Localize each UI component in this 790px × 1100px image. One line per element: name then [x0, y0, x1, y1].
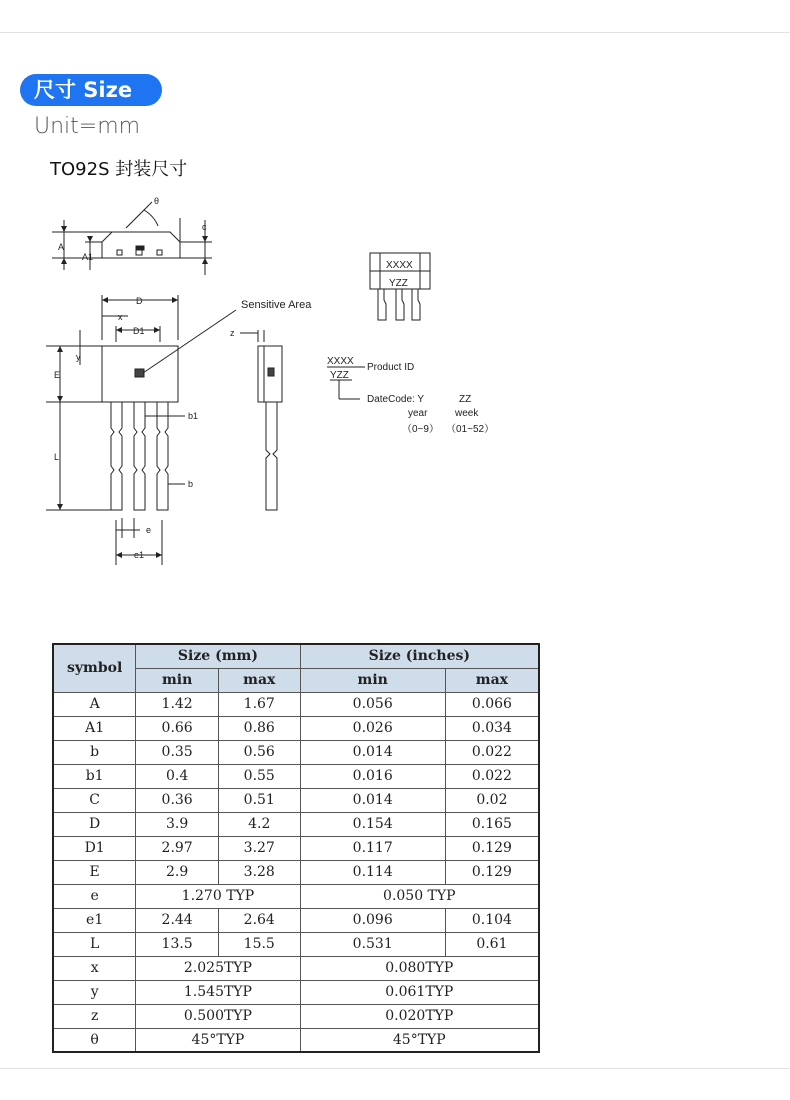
mm-max-cell: 2.64: [218, 908, 300, 932]
mm-min-cell: 13.5: [136, 932, 219, 956]
legend-week: week: [455, 408, 479, 419]
in-max-cell: 0.066: [445, 692, 539, 716]
mm-max-cell: 4.2: [218, 812, 300, 836]
symbol-cell: E: [53, 860, 136, 884]
in-min-cell: 0.056: [300, 692, 445, 716]
in-max-cell: 0.034: [445, 716, 539, 740]
mm-max-cell: 3.28: [218, 860, 300, 884]
mm-min-cell: 2.9: [136, 860, 219, 884]
symbol-cell: b1: [53, 764, 136, 788]
in-typ-cell: 0.080TYP: [300, 956, 539, 980]
side-view-body: [102, 232, 180, 258]
in-min-cell: 0.014: [300, 740, 445, 764]
in-min-cell: 0.114: [300, 860, 445, 884]
legend-zz: ZZ: [459, 394, 472, 405]
dim-e1: e1: [134, 550, 145, 560]
dim-L: L: [54, 452, 60, 462]
mm-typ-cell: 45°TYP: [136, 1028, 300, 1052]
in-typ-cell: 0.061TYP: [300, 980, 539, 1004]
mm-typ-cell: 0.500TYP: [136, 1004, 300, 1028]
in-min-cell: 0.117: [300, 836, 445, 860]
mm-max-cell: 1.67: [218, 692, 300, 716]
top-divider: [0, 32, 790, 33]
mm-min-cell: 0.35: [136, 740, 219, 764]
dim-x: x: [118, 312, 123, 322]
legend-year: year: [408, 408, 428, 419]
mm-min-cell: 2.97: [136, 836, 219, 860]
symbol-cell: A: [53, 692, 136, 716]
dim-A1: A1: [82, 252, 94, 262]
in-typ-cell: 0.020TYP: [300, 1004, 539, 1028]
table-row: [53, 908, 539, 932]
mm-max-cell: 0.51: [218, 788, 300, 812]
in-min-cell: 0.531: [300, 932, 445, 956]
mm-min-cell: 2.44: [136, 908, 219, 932]
mm-typ-cell: 1.545TYP: [136, 980, 300, 1004]
table-row: [53, 980, 539, 1004]
mm-min-cell: 0.36: [136, 788, 219, 812]
legend-yzz: YZZ: [330, 370, 349, 381]
in-typ-cell: 0.050 TYP: [300, 884, 539, 908]
symbol-cell: b: [53, 740, 136, 764]
symbol-cell: A1: [53, 716, 136, 740]
table-row: [53, 812, 539, 836]
legend-xxxx: XXXX: [327, 356, 354, 367]
in-max-cell: 0.022: [445, 740, 539, 764]
mm-max-cell: 0.86: [218, 716, 300, 740]
table-row: [53, 1004, 539, 1028]
table-row: [53, 716, 539, 740]
dim-theta: θ: [154, 196, 160, 206]
mm-max-cell: 3.27: [218, 836, 300, 860]
symbol-cell: y: [53, 980, 136, 1004]
dim-e: e: [146, 525, 152, 535]
mm-min-cell: 0.4: [136, 764, 219, 788]
dim-b: b: [188, 479, 194, 489]
mm-min-cell: 0.66: [136, 716, 219, 740]
in-max-cell: 0.61: [445, 932, 539, 956]
header-in-max: max: [445, 668, 539, 692]
in-max-cell: 0.129: [445, 860, 539, 884]
in-max-cell: 0.129: [445, 836, 539, 860]
mm-min-cell: 1.42: [136, 692, 219, 716]
table-row: [53, 884, 539, 908]
legend-week-range: （01~52）: [446, 424, 495, 435]
mm-max-cell: 15.5: [218, 932, 300, 956]
in-min-cell: 0.096: [300, 908, 445, 932]
header-size-mm: Size (mm): [136, 644, 300, 668]
symbol-cell: e1: [53, 908, 136, 932]
header-size-inches: Size (inches): [300, 644, 539, 668]
table-row: [53, 956, 539, 980]
dimension-table: [52, 643, 540, 1053]
symbol-cell: D: [53, 812, 136, 836]
legend-year-range: （0~9）: [402, 424, 439, 435]
in-min-cell: 0.014: [300, 788, 445, 812]
sensitive-area-label: Sensitive Area: [241, 299, 312, 311]
dim-y: y: [76, 352, 81, 362]
mm-typ-cell: 1.270 TYP: [136, 884, 300, 908]
symbol-cell: x: [53, 956, 136, 980]
in-max-cell: 0.165: [445, 812, 539, 836]
legend-product-id: Product ID: [367, 362, 415, 373]
dim-E: E: [54, 370, 61, 380]
table-row: [53, 1028, 539, 1052]
symbol-cell: C: [53, 788, 136, 812]
table-row: [53, 788, 539, 812]
symbol-cell: z: [53, 1004, 136, 1028]
dim-z: z: [230, 328, 235, 338]
marking-line2: YZZ: [389, 278, 408, 289]
header-mm-max: max: [218, 668, 300, 692]
in-typ-cell: 45°TYP: [300, 1028, 539, 1052]
dim-b1: b1: [188, 411, 199, 421]
table-row: [53, 932, 539, 956]
table-row: [53, 692, 539, 716]
table-row: [53, 836, 539, 860]
package-title: TO92S 封装尺寸: [50, 159, 188, 180]
symbol-cell: L: [53, 932, 136, 956]
mm-max-cell: 0.55: [218, 764, 300, 788]
table-row: [53, 740, 539, 764]
mm-typ-cell: 2.025TYP: [136, 956, 300, 980]
in-max-cell: 0.022: [445, 764, 539, 788]
section-badge: 尺寸 Size: [20, 74, 162, 106]
mm-min-cell: 3.9: [136, 812, 219, 836]
in-max-cell: 0.104: [445, 908, 539, 932]
dim-D: D: [136, 296, 143, 306]
legend-date-code: DateCode: Y: [367, 394, 425, 405]
header-in-min: min: [300, 668, 445, 692]
header-symbol: symbol: [53, 644, 136, 692]
table-row: [53, 860, 539, 884]
package-drawing: [0, 180, 560, 580]
symbol-cell: θ: [53, 1028, 136, 1052]
in-max-cell: 0.02: [445, 788, 539, 812]
bottom-divider: [0, 1068, 790, 1069]
table-row: [53, 764, 539, 788]
symbol-cell: D1: [53, 836, 136, 860]
marking-line1: XXXX: [386, 260, 413, 271]
dim-c: c: [202, 222, 207, 232]
header-mm-min: min: [136, 668, 219, 692]
unit-label: Unit=mm: [34, 114, 141, 139]
symbol-cell: e: [53, 884, 136, 908]
dim-D1: D1: [133, 326, 145, 336]
mm-max-cell: 0.56: [218, 740, 300, 764]
in-min-cell: 0.154: [300, 812, 445, 836]
in-min-cell: 0.026: [300, 716, 445, 740]
dim-A: A: [58, 242, 65, 252]
in-min-cell: 0.016: [300, 764, 445, 788]
